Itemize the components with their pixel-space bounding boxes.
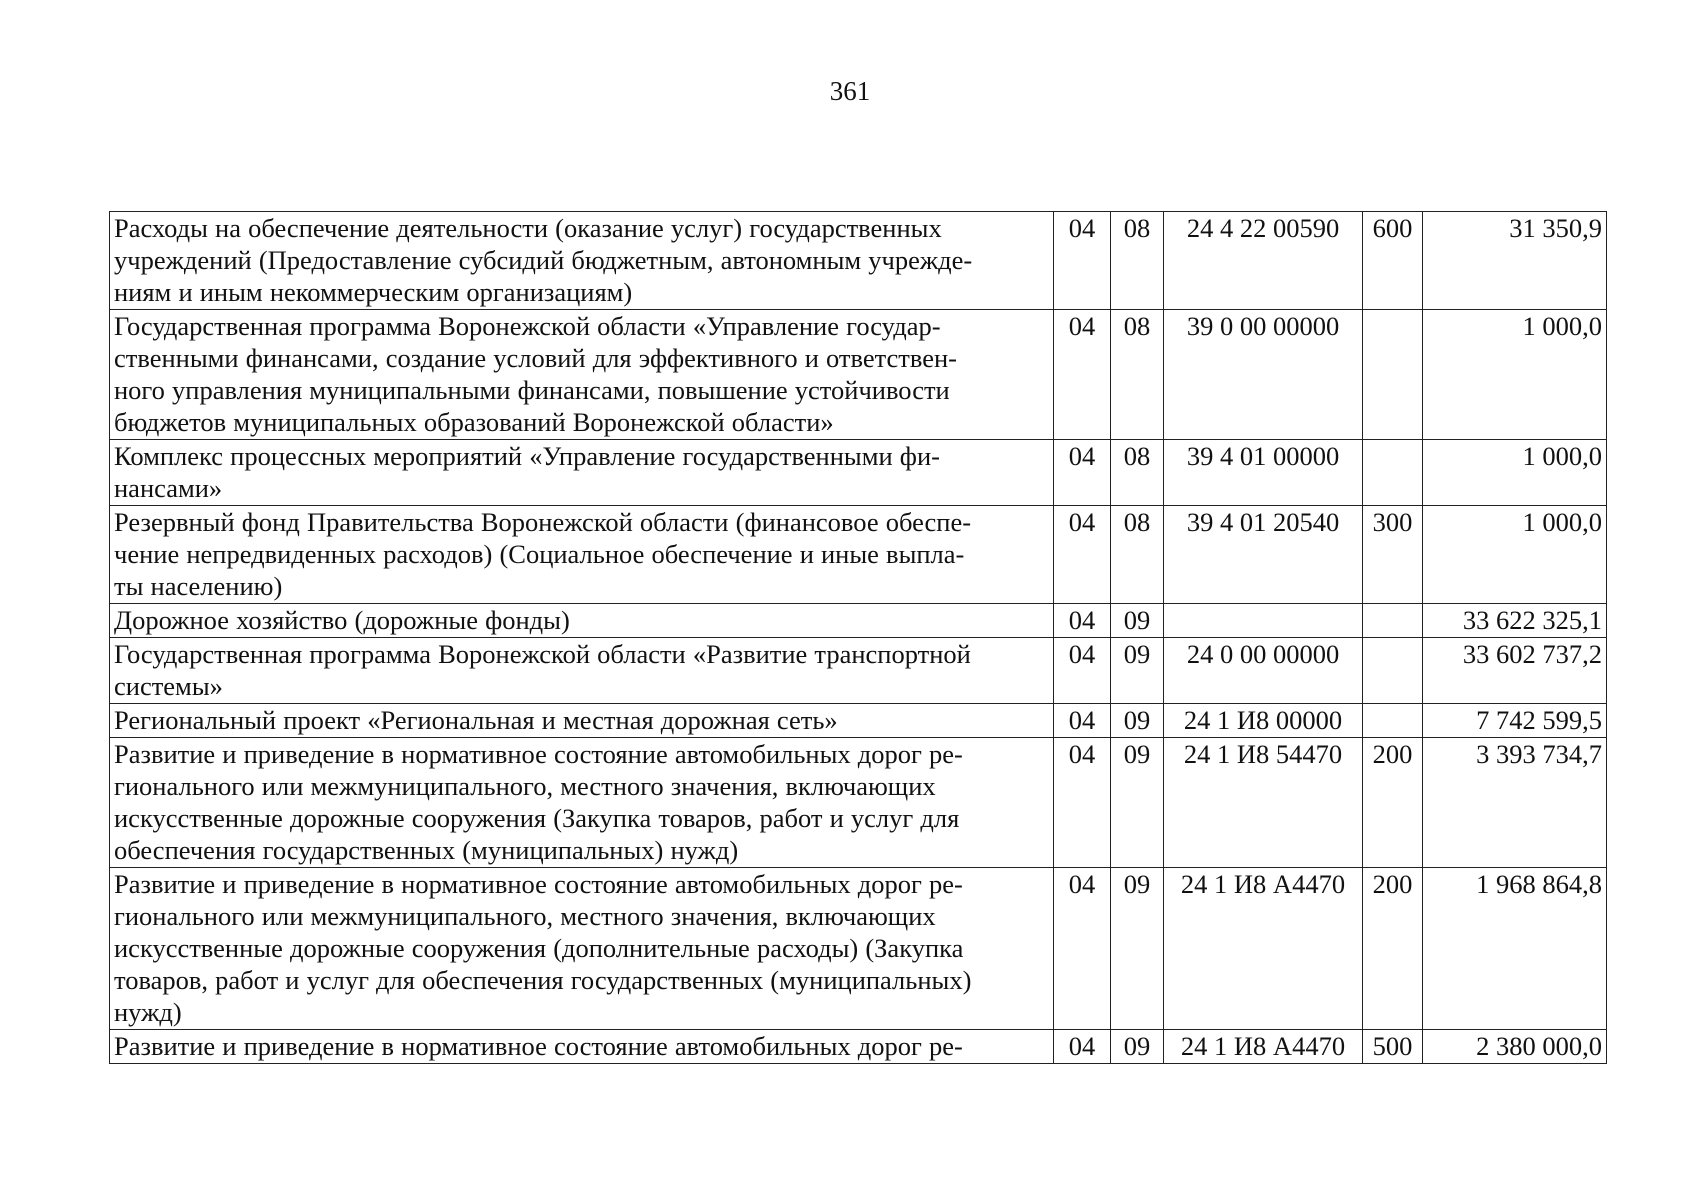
row-name-line: Развитие и приведение в нормативное состояние автомобильных дорог ре- xyxy=(114,1031,963,1061)
row-name-line: Региональный проект «Региональная и местная дорожная сеть» xyxy=(114,705,838,735)
target-article-cell: 24 4 22 00590 xyxy=(1164,212,1363,310)
table-row xyxy=(110,738,1607,868)
subsection-code-cell: 09 xyxy=(1111,738,1164,868)
section-code-cell: 04 xyxy=(1054,604,1111,638)
target-article-cell xyxy=(1164,604,1363,638)
row-name-cell xyxy=(110,440,1054,506)
target-article-cell: 39 4 01 20540 xyxy=(1164,506,1363,604)
row-name-line: Государственная программа Воронежской области «Развитие транспортной xyxy=(114,639,971,669)
amount-cell: 7 742 599,5 xyxy=(1423,704,1607,738)
expense-type-cell: 300 xyxy=(1363,506,1423,604)
table-row xyxy=(110,1030,1607,1064)
row-name-cell xyxy=(110,310,1054,440)
expense-type-cell xyxy=(1363,638,1423,704)
row-name-line: искусственные дорожные сооружения (Закупка товаров, работ и услуг для xyxy=(114,803,960,833)
table-row xyxy=(110,440,1607,506)
row-name-cell xyxy=(110,704,1054,738)
section-code-cell: 04 xyxy=(1054,704,1111,738)
row-name-line: бюджетов муниципальных образований Воронежской области» xyxy=(114,407,834,437)
expense-type-cell xyxy=(1363,604,1423,638)
target-article-cell: 39 0 00 00000 xyxy=(1164,310,1363,440)
amount-cell: 33 602 737,2 xyxy=(1423,638,1607,704)
amount-cell: 1 968 864,8 xyxy=(1423,868,1607,1030)
target-article-cell: 39 4 01 00000 xyxy=(1164,440,1363,506)
target-article-cell: 24 1 И8 54470 xyxy=(1164,738,1363,868)
subsection-code-cell: 09 xyxy=(1111,1030,1164,1064)
section-code-cell: 04 xyxy=(1054,868,1111,1030)
row-name-cell xyxy=(110,1030,1054,1064)
expense-type-cell xyxy=(1363,310,1423,440)
row-name-line: гионального или межмуниципального, местного значения, включающих xyxy=(114,901,936,931)
row-name-line: ниям и иным некоммерческим организациям) xyxy=(114,277,633,307)
subsection-code-cell: 08 xyxy=(1111,440,1164,506)
expense-type-cell xyxy=(1363,704,1423,738)
section-code-cell: 04 xyxy=(1054,212,1111,310)
expense-type-cell: 200 xyxy=(1363,738,1423,868)
budget-table-body xyxy=(110,212,1607,1064)
row-name-line: ного управления муниципальными финансами, повышение устойчивости xyxy=(114,375,950,405)
target-article-cell: 24 1 И8 А4470 xyxy=(1164,868,1363,1030)
amount-cell: 2 380 000,0 xyxy=(1423,1030,1607,1064)
section-code-cell: 04 xyxy=(1054,1030,1111,1064)
table-row xyxy=(110,604,1607,638)
section-code-cell: 04 xyxy=(1054,506,1111,604)
section-code-cell: 04 xyxy=(1054,440,1111,506)
subsection-code-cell: 09 xyxy=(1111,604,1164,638)
row-name-line: гионального или межмуниципального, местного значения, включающих xyxy=(114,771,936,801)
row-name-line: Государственная программа Воронежской области «Управление государ- xyxy=(114,311,941,341)
target-article-cell: 24 1 И8 А4470 xyxy=(1164,1030,1363,1064)
amount-cell: 31 350,9 xyxy=(1423,212,1607,310)
subsection-code-cell: 08 xyxy=(1111,310,1164,440)
subsection-code-cell: 09 xyxy=(1111,704,1164,738)
row-name-line: ственными финансами, создание условий для эффективного и ответствен- xyxy=(114,343,957,373)
row-name-line: товаров, работ и услуг для обеспечения государственных (муниципальных) xyxy=(114,965,972,995)
table-row xyxy=(110,212,1607,310)
row-name-line: искусственные дорожные сооружения (дополнительные расходы) (Закупка xyxy=(114,933,964,963)
row-name-line: учреждений (Предоставление субсидий бюджетным, автономным учрежде- xyxy=(114,245,973,275)
row-name-line: системы» xyxy=(114,671,223,701)
row-name-cell xyxy=(110,738,1054,868)
row-name-cell xyxy=(110,506,1054,604)
row-name-line: Комплекс процессных мероприятий «Управление государственными фи- xyxy=(114,441,940,471)
table-row xyxy=(110,868,1607,1030)
amount-cell: 1 000,0 xyxy=(1423,506,1607,604)
section-code-cell: 04 xyxy=(1054,310,1111,440)
amount-cell: 33 622 325,1 xyxy=(1423,604,1607,638)
row-name-line: нужд) xyxy=(114,997,182,1027)
amount-cell: 1 000,0 xyxy=(1423,310,1607,440)
table-row xyxy=(110,310,1607,440)
target-article-cell: 24 1 И8 00000 xyxy=(1164,704,1363,738)
page-number: 361 xyxy=(829,76,871,106)
row-name-cell xyxy=(110,212,1054,310)
subsection-code-cell: 09 xyxy=(1111,868,1164,1030)
expense-type-cell: 200 xyxy=(1363,868,1423,1030)
subsection-code-cell: 08 xyxy=(1111,506,1164,604)
subsection-code-cell: 09 xyxy=(1111,638,1164,704)
row-name-line: Дорожное хозяйство (дорожные фонды) xyxy=(114,605,570,635)
row-name-line: Расходы на обеспечение деятельности (оказание услуг) государственных xyxy=(114,213,942,243)
budget-table xyxy=(109,211,1607,1064)
row-name-line: Развитие и приведение в нормативное состояние автомобильных дорог ре- xyxy=(114,739,963,769)
row-name-cell xyxy=(110,868,1054,1030)
section-code-cell: 04 xyxy=(1054,738,1111,868)
row-name-line: нансами» xyxy=(114,473,223,503)
expense-type-cell xyxy=(1363,440,1423,506)
row-name-line: чение непредвиденных расходов) (Социальное обеспечение и иные выпла- xyxy=(114,539,965,569)
table-row xyxy=(110,506,1607,604)
row-name-line: Развитие и приведение в нормативное состояние автомобильных дорог ре- xyxy=(114,869,963,899)
subsection-code-cell: 08 xyxy=(1111,212,1164,310)
amount-cell: 1 000,0 xyxy=(1423,440,1607,506)
table-row xyxy=(110,638,1607,704)
row-name-cell xyxy=(110,638,1054,704)
target-article-cell: 24 0 00 00000 xyxy=(1164,638,1363,704)
row-name-line: Резервный фонд Правительства Воронежской области (финансовое обеспе- xyxy=(114,507,972,537)
row-name-line: ты населению) xyxy=(114,571,283,601)
section-code-cell: 04 xyxy=(1054,638,1111,704)
row-name-cell xyxy=(110,604,1054,638)
expense-type-cell: 600 xyxy=(1363,212,1423,310)
amount-cell: 3 393 734,7 xyxy=(1423,738,1607,868)
table-row xyxy=(110,704,1607,738)
row-name-line: обеспечения государственных (муниципальных) нужд) xyxy=(114,835,739,865)
expense-type-cell: 500 xyxy=(1363,1030,1423,1064)
